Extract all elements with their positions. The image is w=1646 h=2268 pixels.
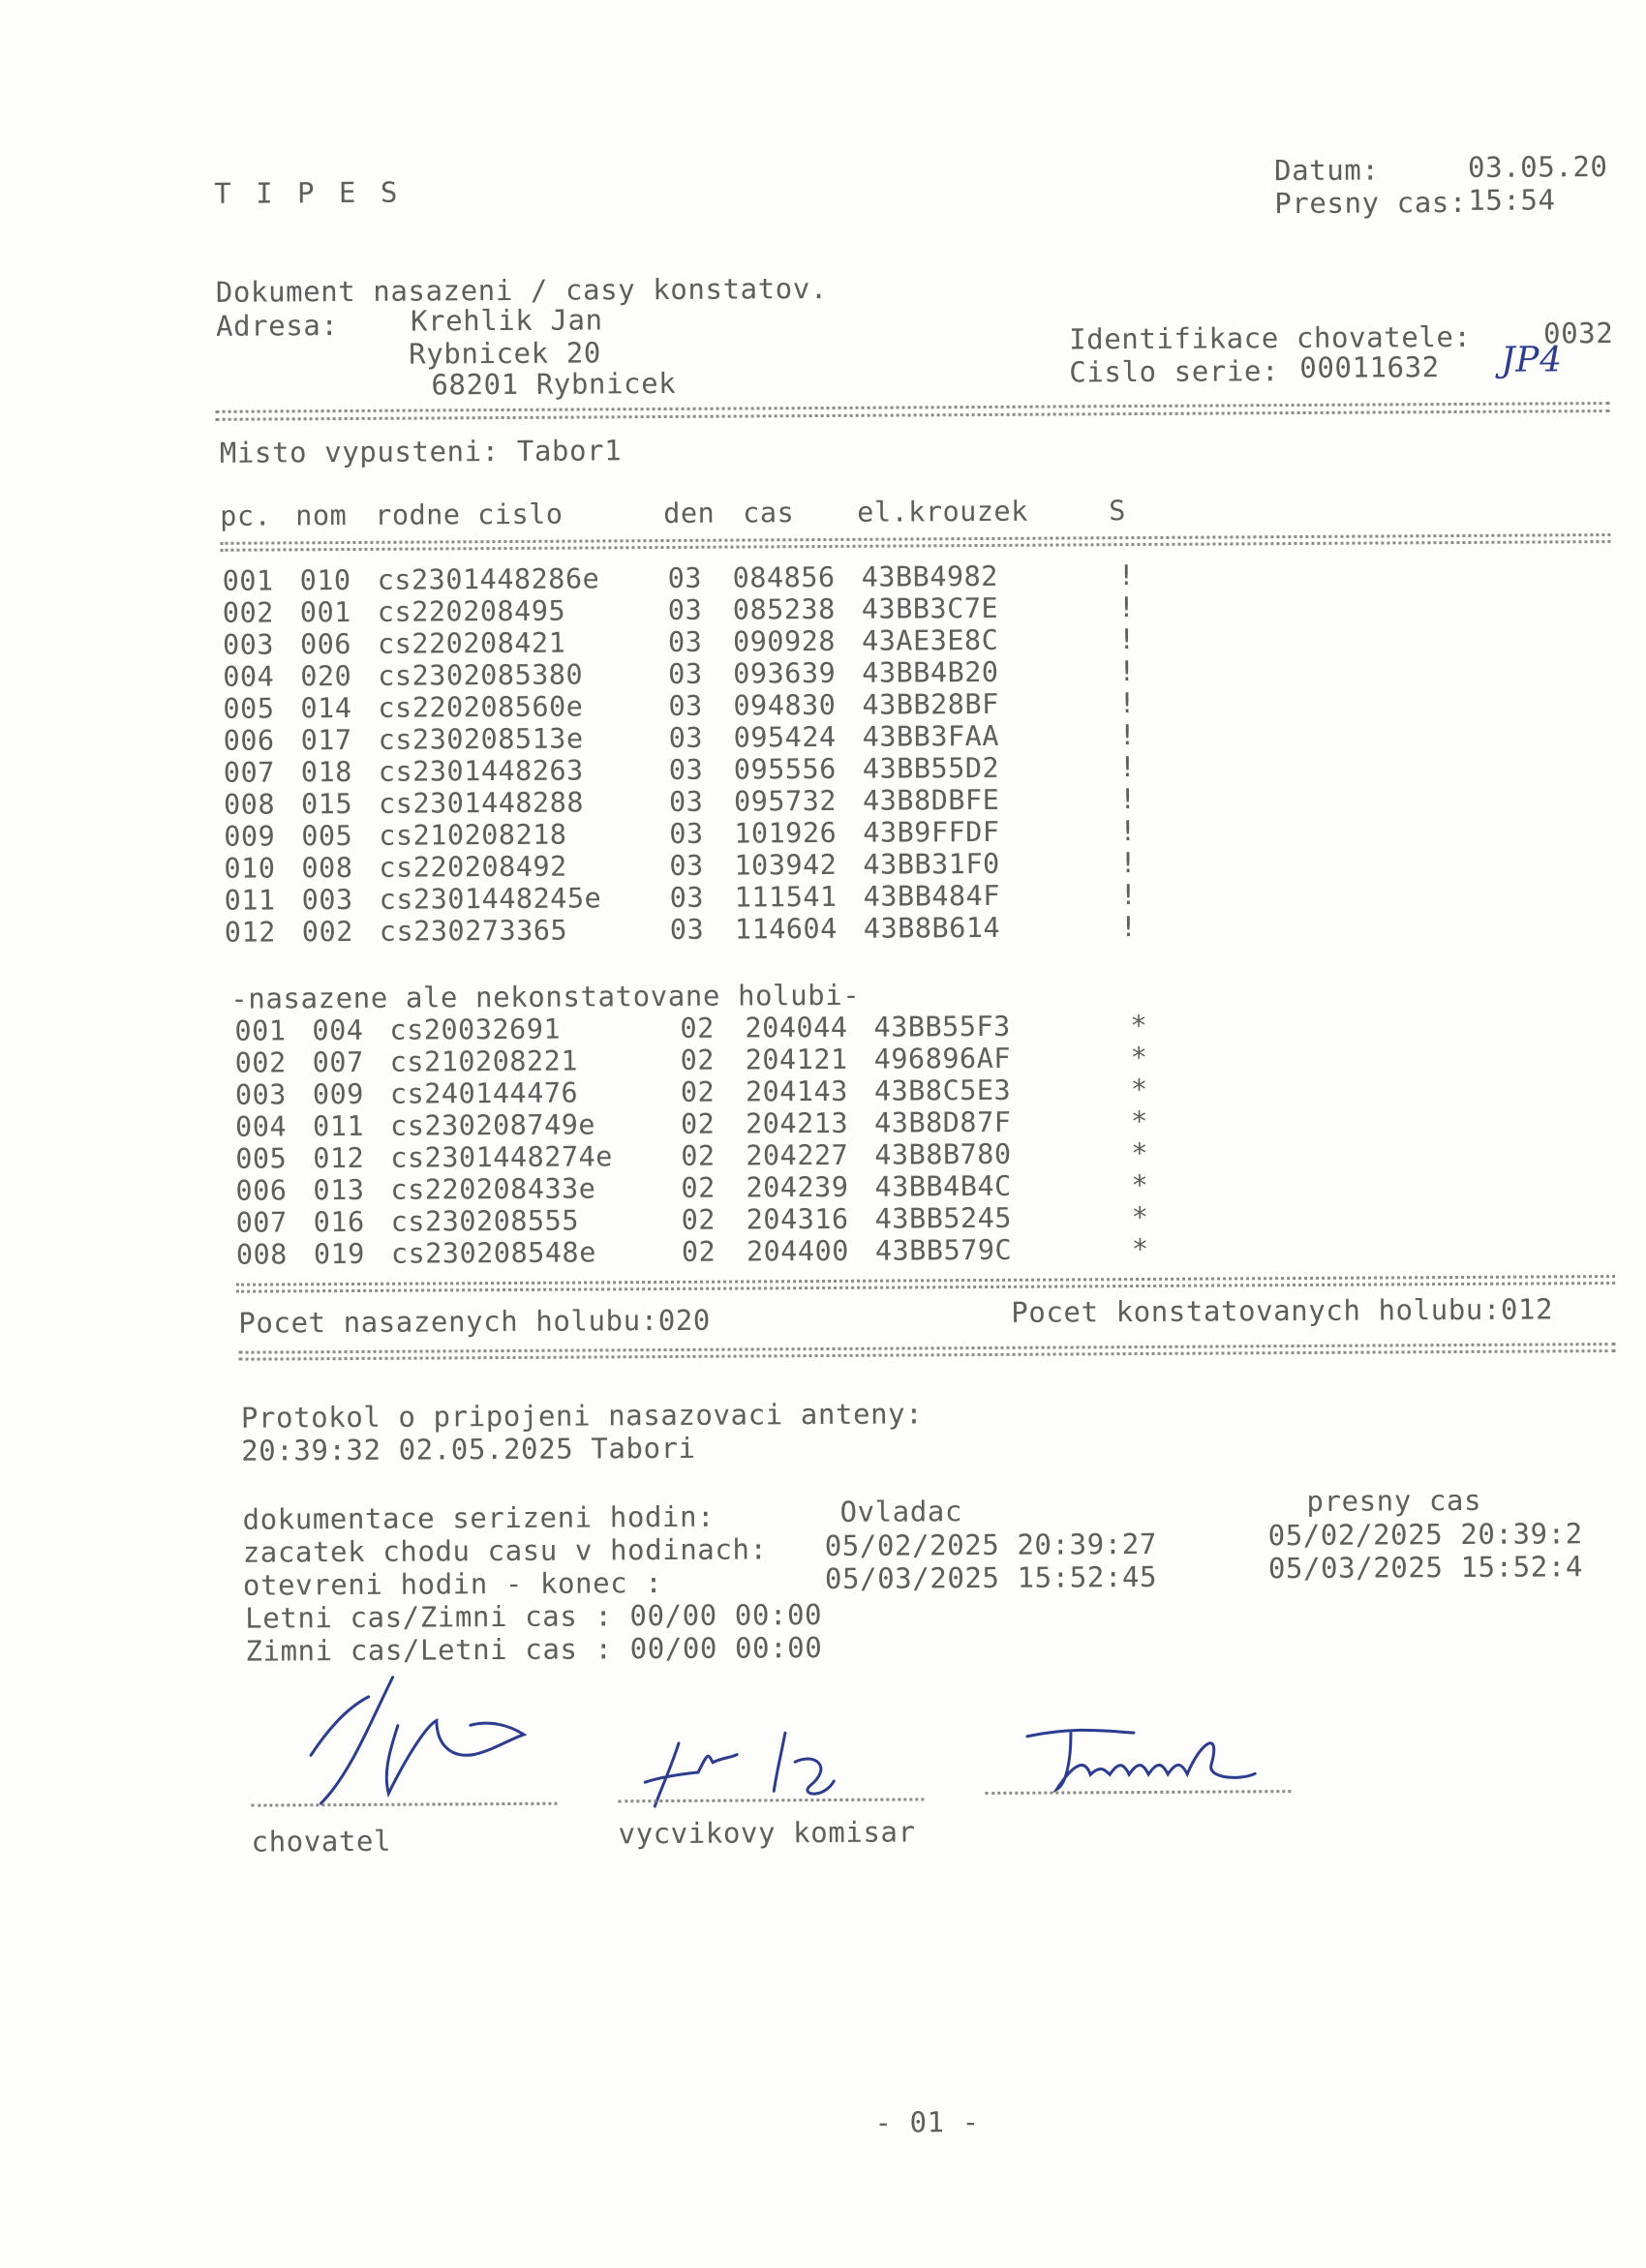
address-label: Adresa:	[216, 309, 339, 343]
table-cell: 43B8D87F	[874, 1106, 1011, 1140]
clock-start-presny: 05/02/2025 20:39:2	[1268, 1517, 1583, 1552]
handwritten-note: JP4	[1501, 344, 1563, 377]
table-cell: 43BB3C7E	[862, 592, 998, 626]
col-header-pc: pc.	[220, 499, 271, 532]
table-cell: 43B8B780	[874, 1138, 1011, 1172]
table-cell: cs220208421	[378, 627, 565, 661]
table-cell: !	[1120, 879, 1138, 912]
col-header-cas: cas	[743, 497, 794, 529]
table-cell: !	[1119, 719, 1137, 752]
table-cell: 006	[235, 1174, 287, 1207]
table-cell: cs2301448288	[379, 787, 584, 821]
table-cell: 020	[300, 660, 351, 693]
breeder-id-label: Identifikace chovatele:	[1069, 320, 1472, 356]
table-cell: 015	[301, 788, 352, 821]
table-cell: cs210208218	[379, 819, 566, 853]
table-cell: !	[1118, 559, 1136, 592]
table-cell: 03	[669, 818, 704, 851]
document-title: Dokument nasazeni / casy konstatov.	[216, 272, 828, 309]
clock-start-label: zacatek chodu casu v hodinach:	[243, 1532, 768, 1568]
table-cell: 43BB4B20	[862, 656, 998, 690]
table-cell: 02	[682, 1236, 716, 1269]
breeder-id-value: 0032	[1543, 317, 1613, 349]
clock-doc-label: dokumentace serizeni hodin:	[242, 1500, 715, 1536]
table-cell: 03	[670, 882, 705, 915]
table-cell: 43BB28BF	[862, 688, 998, 722]
summer-winter-time: Letni cas/Zimni cas : 00/00 00:00	[245, 1598, 822, 1635]
table-cell: cs2301448245e	[380, 882, 602, 916]
table-cell: 43BB484F	[864, 880, 1000, 914]
table-cell: 013	[313, 1174, 364, 1207]
table-cell: 095732	[734, 785, 837, 819]
table-cell: 011	[313, 1110, 364, 1143]
table-cell: 03	[669, 786, 704, 819]
table-cell: 012	[225, 916, 276, 949]
date-label: Datum:	[1274, 153, 1380, 187]
breeder-signature	[291, 1667, 544, 1814]
table-cell: 009	[224, 820, 275, 853]
address-street: Rybnicek 20	[409, 336, 601, 370]
table-cell: 114604	[735, 913, 838, 947]
table-cell: *	[1132, 1201, 1149, 1234]
col-header-rodne-cislo: rodne cislo	[375, 499, 563, 532]
serial-label: Cislo serie:	[1069, 354, 1279, 388]
clock-doc-presny: presny cas	[1306, 1484, 1481, 1518]
table-cell: 014	[300, 692, 351, 725]
unclocked-table	[0, 0, 1646, 5]
table-cell: 43B8DBFE	[863, 784, 999, 818]
table-cell: 103942	[734, 849, 837, 883]
table-cell: 03	[670, 914, 705, 947]
table-cell: 03	[668, 594, 703, 627]
table-cell: 007	[313, 1046, 364, 1079]
table-cell: 204121	[746, 1043, 848, 1077]
table-cell: 005	[301, 820, 352, 853]
col-header-den: den	[663, 498, 715, 530]
table-cell: 018	[301, 756, 352, 789]
table-cell: 43BB4982	[862, 560, 998, 594]
table-cell: 03	[669, 850, 704, 883]
table-cell: cs20032691	[389, 1013, 561, 1047]
table-cell: 43BB31F0	[863, 848, 999, 882]
table-cell: 02	[681, 1140, 716, 1173]
clock-end-ovladac: 05/03/2025 15:52:45	[825, 1560, 1157, 1595]
table-cell: 02	[682, 1204, 716, 1237]
table-cell: 004	[312, 1014, 363, 1047]
clock-start-ovladac: 05/02/2025 20:39:27	[825, 1527, 1157, 1562]
table-cell: cs220208495	[378, 595, 565, 629]
table-cell: !	[1119, 783, 1137, 816]
table-cell: 010	[224, 852, 275, 885]
table-cell: 006	[300, 628, 351, 661]
serial-value: 00011632	[1299, 350, 1440, 384]
table-cell: *	[1131, 1042, 1148, 1074]
table-cell: cs220208433e	[390, 1172, 595, 1206]
table-cell: 204143	[746, 1075, 848, 1109]
page-number: - 01 -	[874, 2105, 980, 2139]
table-cell: cs220208560e	[378, 691, 583, 725]
table-cell: 43BB55F3	[873, 1011, 1010, 1044]
table-cell: cs2301448263	[379, 755, 584, 789]
table-cell: 496896AF	[874, 1043, 1011, 1076]
unclocked-title: -nasazene ale nekonstatovane holubi-	[230, 979, 860, 1015]
clock-doc-ovladac: Ovladac	[839, 1495, 962, 1528]
table-cell: 204316	[747, 1203, 849, 1237]
table-cell: 03	[668, 626, 703, 659]
table-cell: 016	[314, 1206, 365, 1239]
table-cell: 43AE3E8C	[862, 624, 998, 658]
address-name: Krehlik Jan	[411, 303, 603, 337]
table-cell: 02	[681, 1172, 716, 1205]
table-cell: !	[1118, 687, 1136, 720]
total-clocked: Pocet konstatovanych holubu:012	[1011, 1292, 1553, 1328]
table-cell: cs230208513e	[379, 723, 584, 757]
table-cell: 002	[302, 916, 353, 949]
table-cell: 02	[681, 1076, 716, 1109]
table-cell: *	[1130, 1010, 1147, 1043]
table-cell: 007	[224, 756, 275, 789]
table-cell: 001	[300, 596, 351, 629]
table-cell: 011	[225, 884, 276, 917]
table-cell: 43BB55D2	[863, 752, 999, 786]
protocol-time: 20:39:32 02.05.2025 Tabori	[241, 1432, 696, 1467]
table-cell: 003	[302, 884, 353, 917]
winter-summer-time: Zimni cas/Letni cas : 00/00 00:00	[245, 1631, 822, 1668]
table-cell: 43BB4B4C	[874, 1170, 1011, 1204]
table-cell: cs2302085380	[378, 659, 583, 693]
table-cell: 204400	[747, 1235, 849, 1269]
time-label: Presny cas:	[1274, 186, 1467, 220]
time-value: 15:54	[1468, 183, 1556, 217]
clocked-table	[0, 0, 1646, 5]
table-cell: 204239	[746, 1171, 848, 1205]
clock-end-presny: 05/03/2025 15:52:4	[1268, 1550, 1583, 1585]
table-cell: 004	[223, 660, 274, 693]
table-cell: 005	[223, 692, 274, 725]
table-cell: cs220208492	[379, 851, 566, 885]
col-header-el-krouzek: el.krouzek	[857, 496, 1028, 529]
table-cell: 02	[681, 1108, 716, 1141]
table-cell: 005	[235, 1142, 287, 1175]
signature-label-breeder: chovatel	[252, 1825, 392, 1859]
table-cell: 008	[301, 852, 352, 885]
table-cell: !	[1118, 591, 1136, 624]
table-cell: cs210208221	[390, 1045, 578, 1079]
protocol-title: Protokol o pripojeni nasazovaci anteny:	[241, 1397, 924, 1434]
table-cell: !	[1118, 623, 1136, 656]
table-cell: 001	[223, 564, 274, 597]
release-place: Misto vypusteni: Tabor1	[220, 434, 623, 469]
date-value: 03.05.20	[1468, 150, 1608, 184]
table-cell: cs240144476	[390, 1077, 578, 1111]
table-cell: 004	[235, 1110, 287, 1143]
table-cell: 017	[301, 724, 352, 757]
table-cell: cs230208548e	[391, 1236, 596, 1270]
table-cell: !	[1119, 815, 1137, 848]
table-cell: 095424	[734, 721, 837, 755]
table-cell: 43BB5245	[875, 1202, 1012, 1236]
table-cell: *	[1131, 1169, 1148, 1202]
table-cell: 43B8B614	[864, 912, 1000, 946]
table-cell: *	[1131, 1074, 1148, 1106]
table-cell: 095556	[734, 753, 837, 787]
col-header-nom: nom	[295, 499, 347, 532]
table-cell: 003	[223, 628, 274, 661]
table-cell: *	[1131, 1105, 1148, 1138]
table-cell: 02	[681, 1044, 716, 1077]
table-cell: 204227	[746, 1139, 848, 1173]
table-cell: 43BB3FAA	[863, 720, 999, 754]
total-basketed: Pocet nasazenych holubu:020	[238, 1304, 711, 1340]
table-cell: 002	[223, 596, 274, 629]
table-cell: cs2301448286e	[378, 562, 600, 596]
table-header	[220, 499, 289, 532]
table-cell: 204044	[745, 1012, 847, 1045]
table-cell: 43B8C5E3	[874, 1074, 1011, 1108]
table-cell: !	[1119, 847, 1137, 880]
table-cell: 012	[313, 1142, 364, 1175]
table-cell: 085238	[733, 593, 836, 627]
signature-label-commissioner: vycvikovy komisar	[618, 1815, 915, 1850]
table-cell: *	[1132, 1233, 1149, 1266]
col-header-s: S	[1109, 495, 1126, 528]
table-cell: 090928	[733, 625, 836, 659]
table-cell: 003	[235, 1078, 287, 1111]
table-cell: 03	[668, 658, 703, 691]
table-cell: 03	[668, 562, 703, 595]
table-cell: cs230208555	[391, 1205, 579, 1239]
table-cell: !	[1120, 911, 1138, 944]
table-cell: 006	[224, 724, 275, 757]
table-cell: 03	[668, 690, 703, 723]
table-cell: 03	[669, 754, 704, 787]
third-signature	[1018, 1720, 1270, 1809]
table-cell: cs2301448274e	[390, 1140, 613, 1174]
table-cell: cs230273365	[380, 915, 567, 949]
table-cell: 204213	[746, 1107, 848, 1141]
table-cell: 009	[313, 1078, 364, 1111]
table-cell: 084856	[733, 561, 836, 595]
table-cell: 43B9FFDF	[863, 816, 999, 850]
table-cell: 02	[680, 1013, 715, 1045]
table-cell: 001	[234, 1014, 286, 1047]
table-cell: 010	[300, 564, 351, 597]
table-cell: 101926	[734, 817, 837, 851]
address-city: 68201 Rybnicek	[431, 367, 676, 402]
table-cell: 007	[236, 1206, 288, 1239]
table-cell: 008	[236, 1238, 288, 1271]
table-cell: 002	[235, 1046, 287, 1079]
table-cell: *	[1131, 1137, 1148, 1170]
commissioner-signature	[640, 1713, 873, 1821]
table-cell: !	[1119, 751, 1137, 784]
table-cell: 093639	[733, 657, 836, 691]
table-cell: 03	[669, 722, 704, 755]
table-cell: 019	[314, 1238, 365, 1271]
table-cell: 43BB579C	[875, 1234, 1012, 1268]
table-cell: !	[1118, 655, 1136, 688]
brand-title: T I P E S	[214, 176, 401, 210]
table-cell: 008	[224, 788, 275, 821]
table-cell: 111541	[735, 881, 838, 915]
clock-end-label: otevreni hodin - konec :	[243, 1566, 663, 1602]
table-cell: cs230208749e	[390, 1108, 595, 1142]
table-cell: 094830	[733, 689, 836, 723]
